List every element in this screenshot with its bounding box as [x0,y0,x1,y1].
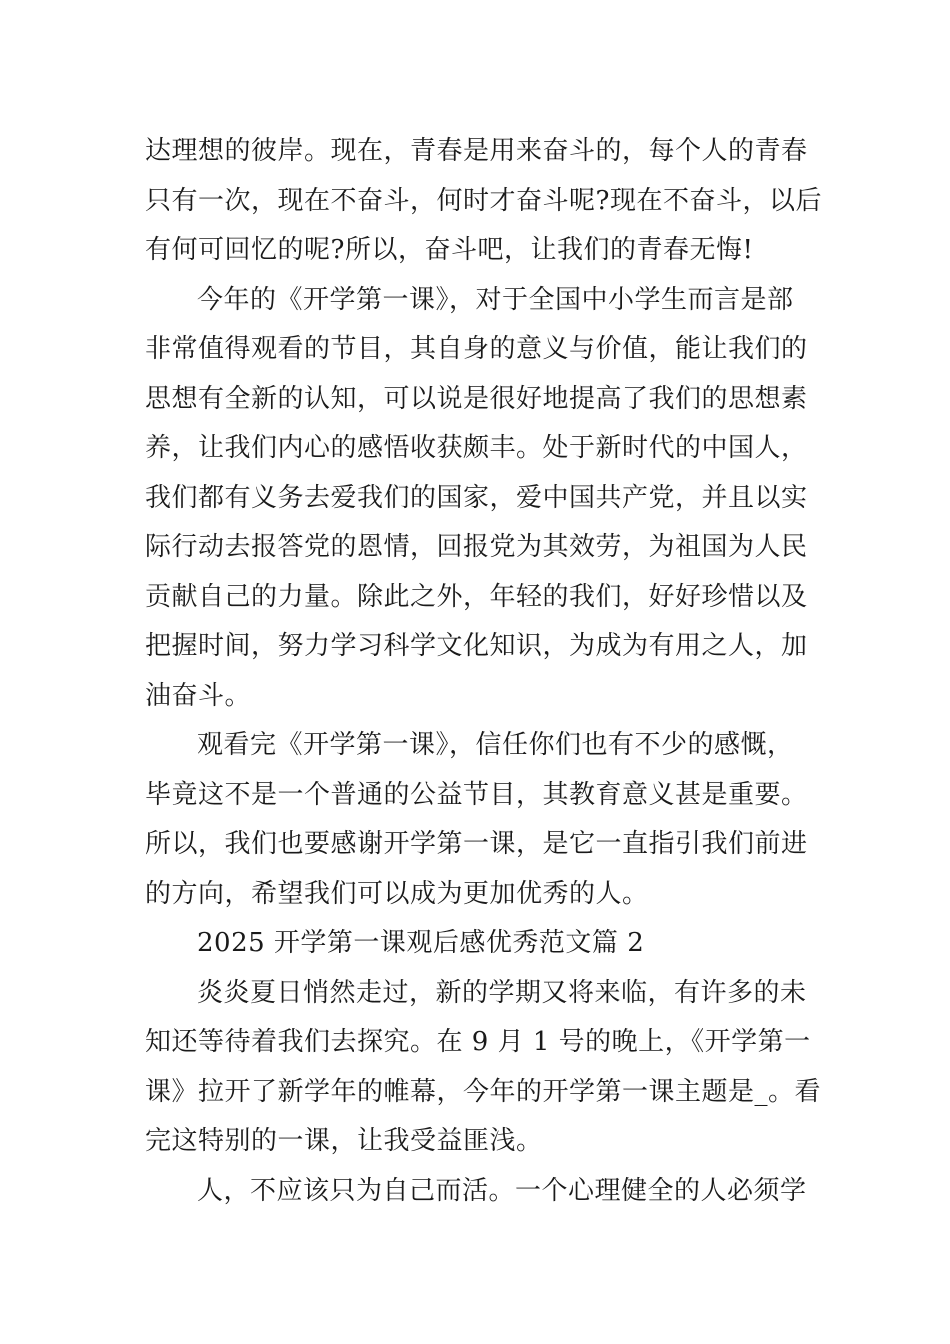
paragraph-line: 只有一次，现在不奋斗，何时才奋斗呢?现在不奋斗，以后 [145,186,822,216]
paragraph-first-line: 今年的《开学第一课》，对于全国中小学生而言是部 [197,285,794,315]
paragraph-line: 达理想的彼岸。现在，青春是用来奋斗的，每个人的青春 [145,136,808,166]
section-heading: 2025 开学第一课观后感优秀范文篇 2 [197,928,645,958]
paragraph-first-line: 观看完《开学第一课》，信任你们也有不少的感慨， [197,730,794,760]
paragraph-first-line: 炎炎夏日悄然走过，新的学期又将来临，有许多的未 [197,978,807,1008]
paragraph-line: 完这特别的一课，让我受益匪浅。 [145,1126,543,1156]
paragraph-line: 养，让我们内心的感悟收获颇丰。处于新时代的中国人， [145,433,808,463]
paragraph-line: 际行动去报答党的恩情，回报党为其效劳，为祖国为人民 [145,532,808,562]
paragraph-line: 所以，我们也要感谢开学第一课，是它一直指引我们前进 [145,829,808,859]
paragraph-line: 有何可回忆的呢?所以，奋斗吧，让我们的青春无悔! [145,235,754,265]
paragraph-line: 知还等待着我们去探究。在 9 月 1 号的晚上，《开学第一 [145,1027,811,1057]
paragraph-line: 贡献自己的力量。除此之外，年轻的我们，好好珍惜以及 [145,582,808,612]
paragraph-line: 课》拉开了新学年的帷幕，今年的开学第一课主题是_。看 [145,1077,822,1107]
paragraph-first-line: 人，不应该只为自己而活。一个心理健全的人必须学 [197,1176,807,1206]
paragraph-line: 油奋斗。 [145,681,252,711]
paragraph-line: 把握时间，努力学习科学文化知识，为成为有用之人，加 [145,631,808,661]
paragraph-line: 我们都有义务去爱我们的国家，爱中国共产党，并且以实 [145,483,808,513]
paragraph-line: 非常值得观看的节目，其自身的意义与价值，能让我们的 [145,334,808,364]
paragraph-line: 的方向，希望我们可以成为更加优秀的人。 [145,879,649,909]
paragraph-line: 思想有全新的认知，可以说是很好地提高了我们的思想素 [145,384,808,414]
paragraph-line: 毕竟这不是一个普通的公益节目，其教育意义甚是重要。 [145,780,808,810]
